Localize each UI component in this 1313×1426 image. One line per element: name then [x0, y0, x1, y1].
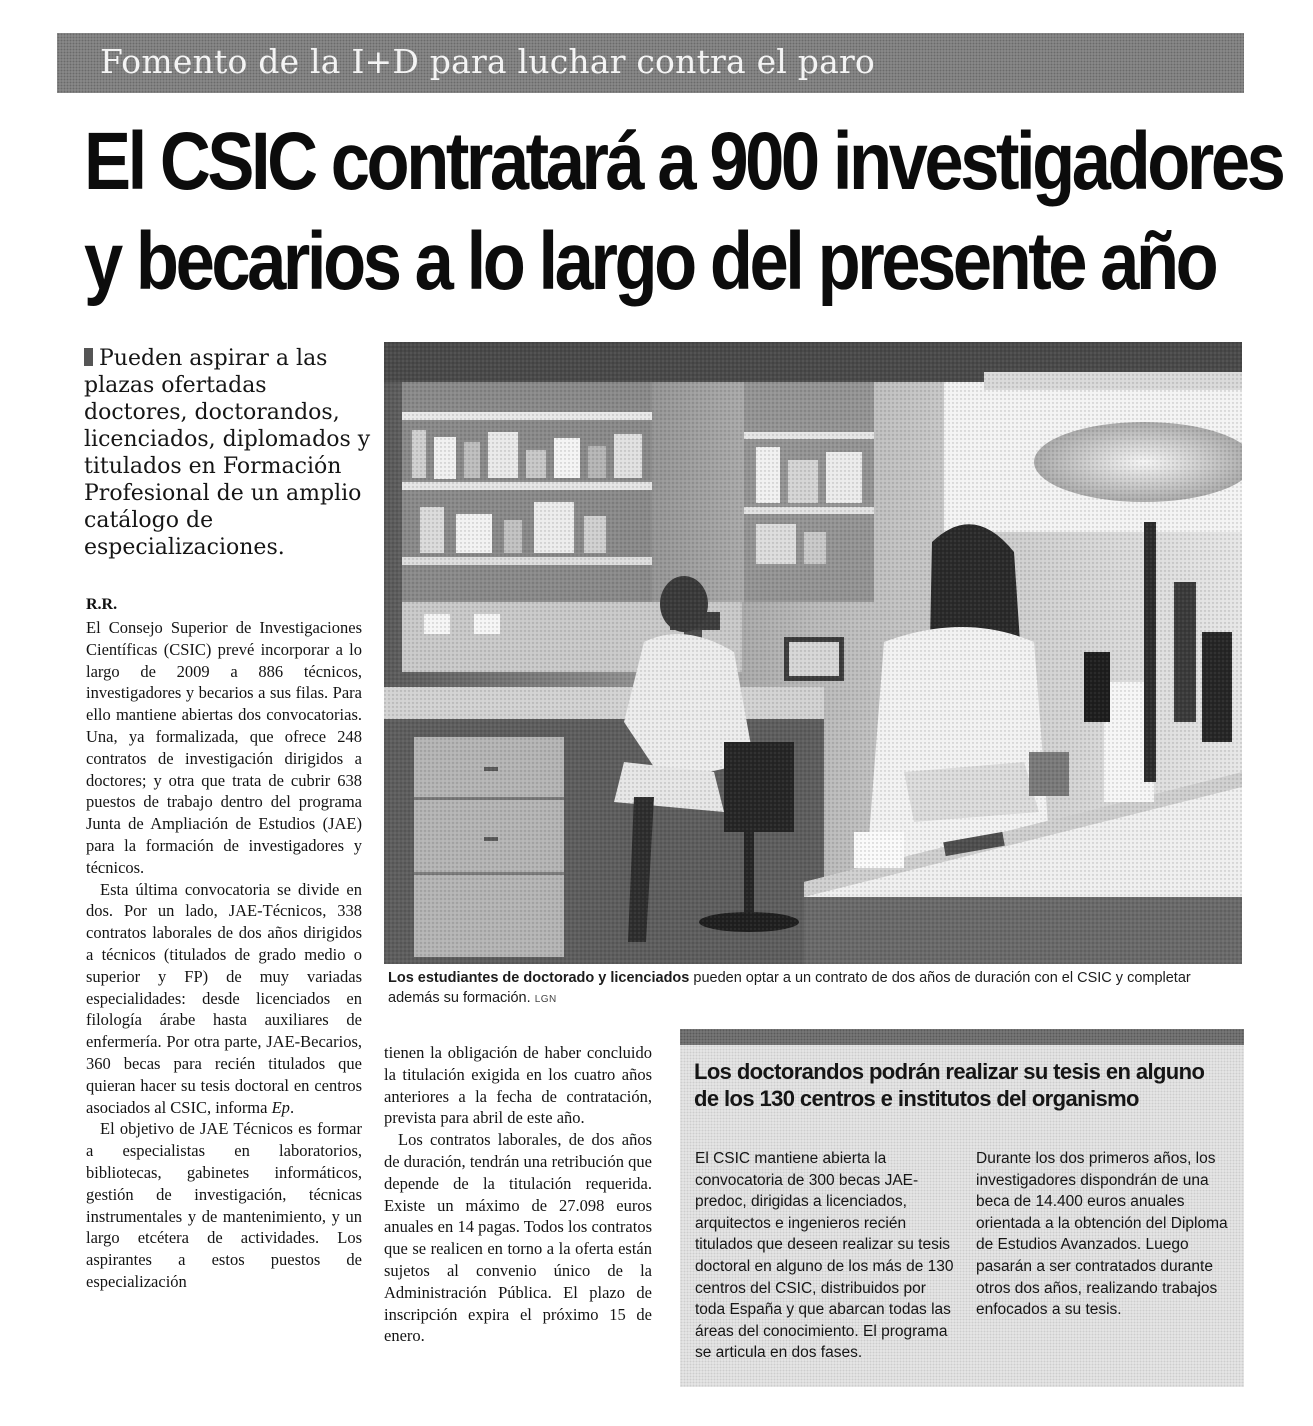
- sidebar-rule: [680, 1029, 1244, 1045]
- bullet-marker-icon: [84, 348, 93, 366]
- sidebar-title: Los doctorandos podrán realizar su tesis en alguno de los 130 centros e institutos del organismo: [694, 1059, 1205, 1111]
- sidebar-column-2: [976, 1148, 1238, 1321]
- body-column-2: [384, 1042, 652, 1347]
- body-paragraph-2: [86, 879, 362, 1119]
- body-column-1: [86, 617, 362, 1293]
- headline-line-1: El CSIC contratará a 900 investigadores: [84, 116, 1283, 207]
- photo-credit: LGN: [534, 994, 557, 1005]
- photo-caption: [388, 968, 1238, 1010]
- body-paragraph-2-end: .: [289, 1097, 295, 1117]
- standfirst: [84, 345, 374, 561]
- body-paragraph-2-text: Esta última convocatoria se divide en dos. Por un lado, JAE-Técnicos, 338 contratos laborales de dos años dirigidos a técnicos (titulados de grado medio o superior y FP) de muy variadas especialidades: desde licenciados en filología árabe hasta auxiliares de enfermería. Por otra parte, JAE-Becarios, 360 becas para recién titulados que quieran hacer su tesis doctoral en centros asociados al CSIC, informa: [86, 879, 362, 1117]
- caption-lead: Los estudiantes de doctorado y licenciados: [388, 970, 690, 986]
- body-paragraph-1: El Consejo Superior de Investigaciones Científicas (CSIC) prevé incorporar a lo largo de 2009 a 886 técnicos, investigadores y becarios a sus filas. Para ello mantiene abiertas dos convocatorias. Una, ya formalizada, que ofrece 248 contratos de investigación dirigidos a doctores; y otra que trata de cubrir 638 puestos de trabajo dentro del programa Junta de Ampliación de Estudios (JAE) para la formación de investigadores y técnicos.: [86, 618, 362, 877]
- caption-text: pueden optar a un contrato de dos años de duración con el CSIC y completar además su formación.: [388, 970, 1191, 1006]
- headline-line-2: y becarios a lo largo del presente año: [84, 216, 1216, 307]
- sidebar-text-1: El CSIC mantiene abierta la convocatoria de 300 becas JAE-predoc, dirigidas a licenciados, arquitectos e ingenieros recién titulados que deseen realizar su tesis doctoral en alguno de los más de 130 centros del CSIC, distribuidos por toda España y que abarcan todas las áreas del conocimiento. El programa se articula en dos fases.: [695, 1150, 954, 1362]
- body-paragraph-3: El objetivo de JAE Técnicos es formar a especialistas en laboratorios, bibliotecas, gabinetes informáticos, gestión de investigación, técnicas instrumentales y de mantenimiento, y un largo etcétera de actividades. Los aspirantes a estos puestos de especialización: [86, 1119, 362, 1291]
- headline: [84, 112, 1283, 312]
- news-agency-source: Ep: [271, 1097, 290, 1117]
- body-paragraph-4: Los contratos laborales, de dos años de duración, tendrán una retribución que depende de la titulación requerida. Existe un máximo de 27.098 euros anuales en 14 pagas. Todos los contratos que se realicen en torno a la oferta están sujetos al convenio único de la Administración Pública. El plazo de inscripción expira el próximo 15 de enero.: [384, 1130, 652, 1346]
- kicker: Fomento de la I+D para luchar contra el paro: [100, 42, 875, 81]
- sidebar-text-2: Durante los dos primeros años, los investigadores dispondrán de una beca de 14.400 euros anuales orientada a la obtención del Diploma de Estudios Avanzados. Luego pasarán a ser contratados durante otros dos años, realizando trabajos enfocados a su tesis.: [976, 1150, 1228, 1319]
- body-paragraph-3-continued: tienen la obligación de haber concluido la titulación exigida en los cuatro años anteriores a la fecha de contratación, prevista para abril de este año.: [384, 1043, 652, 1128]
- standfirst-text: Pueden aspirar a las plazas ofertadas doctores, doctorandos, licenciados, diplomados y titulados en Formación Profesional de un amplio catálogo de especializaciones.: [84, 346, 371, 560]
- sidebar-column-1: [695, 1148, 960, 1364]
- lab-photo-image: [384, 342, 1242, 964]
- lab-photo: [384, 342, 1242, 964]
- byline: R.R.: [86, 596, 118, 613]
